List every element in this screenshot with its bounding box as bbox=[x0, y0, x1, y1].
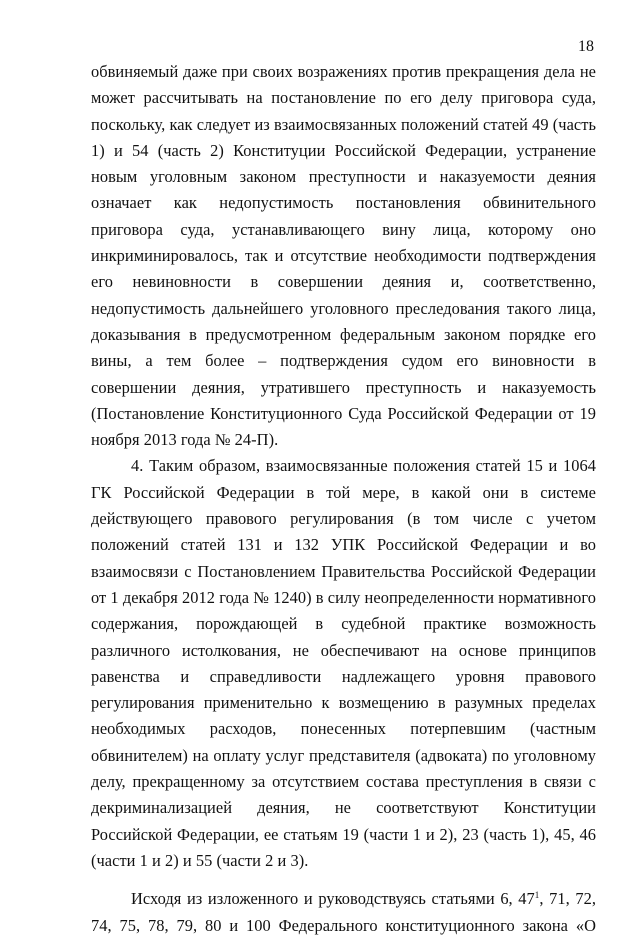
page-number: 18 bbox=[578, 38, 594, 55]
document-body bbox=[91, 59, 596, 939]
paragraph-operative-intro-tail: , 71, 72, 74, 75, 78, 79, 80 и 100 Федерального конституционного закона «О bbox=[91, 889, 596, 935]
paragraph-operative-intro-text: Исходя из изложенного и руководствуясь статьями 6, 47 bbox=[131, 889, 535, 909]
paragraph-conclusion-4: 4. Таким образом, взаимосвязанные положения статей 15 и 1064 ГК Российской Федерации в той мере, в какой они в системе действующего правового регулирования (в том числе с учетом положений статей 131 и 132 УПК Российской Федерации и во взаимосвязи с Постановлением Правительства Российской Федерации от 1 декабря 2012 года № 1240) в силу неопределенности нормативного содержания, порождающей в судебной практике возможность различного истолкования, не обеспечивают на основе принципов равенства и справедливости надлежащего уровня правового регулирования применительно к возмещению в разумных пределах необходимых расходов, понесенных потерпевшим (частным обвинителем) на оплату услуг представителя (адвоката) по уголовному делу, прекращенному за отсутствием состава преступления в связи с декриминализацией деяния, не соответствуют Конституции Российской Федерации, ее статьям 19 (части 1 и 2), 23 (часть 1), 45, 46 (части 1 и 2) и 55 (части 2 и 3). bbox=[91, 456, 596, 870]
paragraph-continuation: обвиняемый даже при своих возражениях против прекращения дела не может рассчитывать на постановление по его делу приговора суда, поскольку, как следует из взаимосвязанных положений статей 49 (часть 1) и 54 (часть 2) Конституции Российской Федерации, устранение новым уголовным законом преступности и наказуемости деяния означает как недопустимость постановления обвинительного приговора суда, устанавливающего вину лица, которому оно инкриминировалось, так и отсутствие необходимости подтверждения его невиновности в совершении деяния и, соответственно, недопустимость дальнейшего уголовного преследования такого лица, доказывания в предусмотренном федеральным законом порядке его вины, а тем более – подтверждения судом его виновности в совершении деяния, утратившего преступность и наказуемость (Постановление Конституционного Суда Российской Федерации от 19 ноября 2013 года № 24-П). bbox=[91, 62, 596, 450]
paragraph-operative-intro bbox=[91, 886, 596, 939]
article-superscript: 1 bbox=[534, 890, 540, 901]
